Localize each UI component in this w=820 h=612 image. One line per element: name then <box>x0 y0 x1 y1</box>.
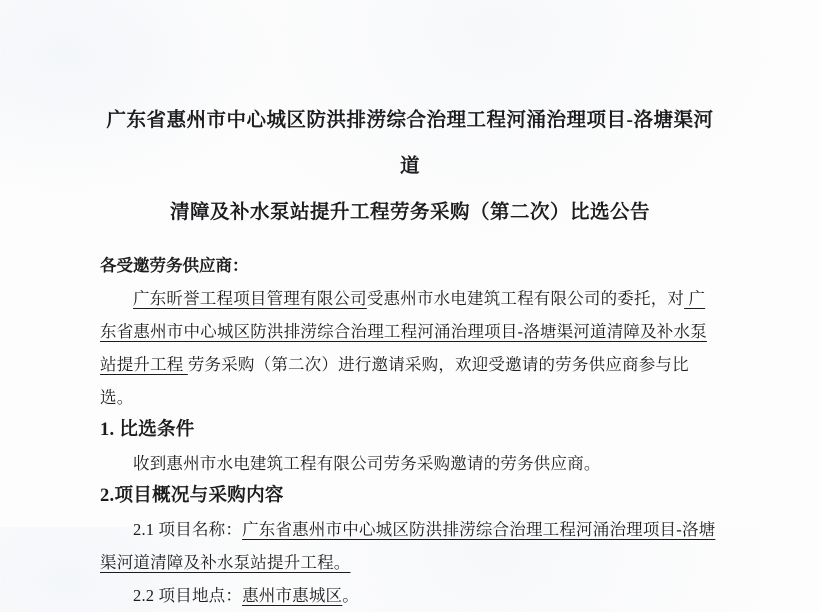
project-name-value-line2: 渠河道清障及补水泵站提升工程。 <box>100 553 351 572</box>
intro-line-2 <box>100 315 720 348</box>
project-name-end: 站提升工程 <box>100 355 188 374</box>
intro-line-1 <box>100 282 720 315</box>
document-title-line2: 清障及补水泵站提升工程劳务采购（第二次）比选公告 <box>169 202 650 223</box>
agent-company-name: 广东昕誉工程项目管理有限公司 <box>133 289 367 308</box>
intro-line-3-text: 劳务采购（第二次）进行邀请采购，欢迎受邀请的劳务供应商参与比选。 <box>100 355 689 407</box>
project-location-period: 。 <box>342 586 359 605</box>
project-name-start: 广 <box>684 289 706 308</box>
project-name-line-1 <box>100 513 720 546</box>
intro-paragraph <box>100 282 720 414</box>
project-location-label: 2.2 项目地点： <box>133 586 243 605</box>
project-name-item <box>100 513 720 579</box>
intro-line-1-text: 受惠州市水电建筑工程有限公司的委托，对 <box>366 289 685 308</box>
document-title-line1: 广东省惠州市中心城区防洪排涝综合治理工程河涌治理项目-洛塘渠河道 <box>106 110 714 177</box>
document-title <box>100 98 720 236</box>
project-name-middle: 东省惠州市中心城区防洪排涝综合治理工程河涌治理项目-洛塘渠河道清障及补水泵 <box>100 322 707 341</box>
intro-line-3 <box>100 348 720 414</box>
section1-heading: 1. 比选条件 <box>100 420 195 440</box>
project-location-item <box>100 579 720 612</box>
project-name-value-line1: 广东省惠州市中心城区防洪排涝综合治理工程河涌治理项目-洛塘 <box>242 520 716 539</box>
section2-heading: 2.项目概况与采购内容 <box>100 486 284 506</box>
section1-body: 收到惠州市水电建筑工程有限公司劳务采购邀请的劳务供应商。 <box>133 454 601 473</box>
project-name-label: 2.1 项目名称： <box>133 520 243 539</box>
salutation: 各受邀劳务供应商： <box>100 256 249 275</box>
project-location-value: 惠州市惠城区 <box>242 586 343 605</box>
project-name-line-2 <box>100 546 720 579</box>
